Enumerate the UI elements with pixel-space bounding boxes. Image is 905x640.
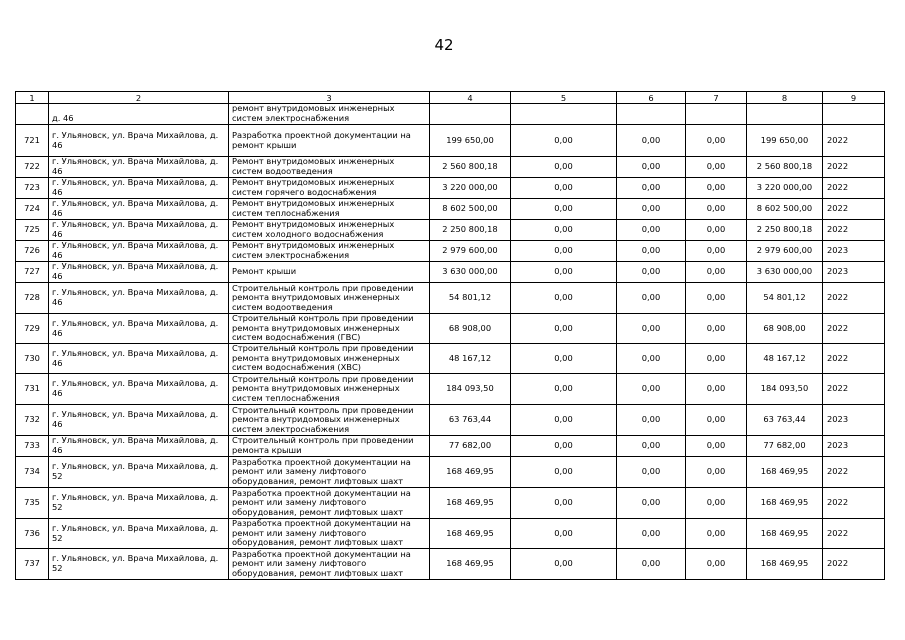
row-address: г. Ульяновск, ул. Врача Михайлова, д. 46 [49,283,229,314]
row-work: Разработка проектной документации на ремонт или замену лифтового оборудования, ремонт лифтовых шахт [229,519,430,549]
row-number: 722 [16,157,49,178]
row-work: Разработка проектной документации на ремонт или замену лифтового оборудования, ремонт лифтовых шахт [229,549,430,580]
row-col-6: 0,00 [617,374,686,405]
row-work: Ремонт внутридомовых инженерных систем теплоснабжения [229,199,430,220]
row-address: г. Ульяновск, ул. Врача Михайлова, д. 46 [49,125,229,157]
table-row [16,125,885,157]
row-address: г. Ульяновск, ул. Врача Михайлова, д. 52 [49,457,229,488]
page-number: 42 [434,36,454,54]
row-col-7: 0,00 [686,436,747,457]
row-number: 737 [16,549,49,580]
row-number: 736 [16,519,49,549]
row-year: 2022 [823,157,885,178]
row-total: 77 682,00 [430,436,511,457]
row-work: Ремонт внутридомовых инженерных систем холодного водоснабжения [229,220,430,241]
row-col-8: 54 801,12 [747,283,823,314]
row-col-8: 168 469,95 [747,457,823,488]
table-row [16,157,885,178]
row-col-7: 0,00 [686,157,747,178]
header-col-4: 4 [430,92,511,104]
header-col-8: 8 [747,92,823,104]
row-work: Строительный контроль при проведении ремонта внутридомовых инженерных систем электроснабжения [229,405,430,436]
table-row [16,374,885,405]
row-work: Ремонт крыши [229,262,430,283]
row-number: 735 [16,488,49,519]
row-address: г. Ульяновск, ул. Врача Михайлова, д. 46 [49,436,229,457]
row-address: г. Ульяновск, ул. Врача Михайлова, д. 52 [49,519,229,549]
row-total: 3 220 000,00 [430,178,511,199]
row-number: 727 [16,262,49,283]
row-number: 731 [16,374,49,405]
row-address: г. Ульяновск, ул. Врача Михайлова, д. 52 [49,549,229,580]
row-year: 2022 [823,457,885,488]
work-schedule-table [15,91,885,580]
row-col-7: 0,00 [686,178,747,199]
row-col-8: 2 250 800,18 [747,220,823,241]
row-work: Строительный контроль при проведении ремонта внутридомовых инженерных систем водоснабжения (ГВС) [229,314,430,344]
row-year: 2022 [823,549,885,580]
row-address: г. Ульяновск, ул. Врача Михайлова, д. 46 [49,314,229,344]
row-col-8: 48 167,12 [747,344,823,374]
row-total: 8 602 500,00 [430,199,511,220]
row-work: Строительный контроль при проведении ремонта крыши [229,436,430,457]
row-year: 2023 [823,436,885,457]
header-col-7: 7 [686,92,747,104]
row-col-8: 3 630 000,00 [747,262,823,283]
row-year: 2022 [823,314,885,344]
header-col-3: 3 [229,92,430,104]
row-col-8: 168 469,95 [747,549,823,580]
row-col-7: 0,00 [686,405,747,436]
table-row [16,283,885,314]
row-number: 732 [16,405,49,436]
row-col-5: 0,00 [511,344,617,374]
header-col-2: 2 [49,92,229,104]
row-col-6: 0,00 [617,157,686,178]
row-year: 2022 [823,519,885,549]
row-col-8: 68 908,00 [747,314,823,344]
row-address: г. Ульяновск, ул. Врача Михайлова, д. 46 [49,344,229,374]
table-row [16,262,885,283]
row-col-6: 0,00 [617,262,686,283]
row-address: г. Ульяновск, ул. Врача Михайлова, д. 46 [49,405,229,436]
row-col-5: 0,00 [511,157,617,178]
row-col-5: 0,00 [511,436,617,457]
header-col-5: 5 [511,92,617,104]
row-number: 724 [16,199,49,220]
table-row [16,241,885,262]
row-total: 184 093,50 [430,374,511,405]
row-total: 199 650,00 [430,125,511,157]
row-col-8: 2 979 600,00 [747,241,823,262]
row-col-7: 0,00 [686,374,747,405]
row-col-5: 0,00 [511,283,617,314]
row-work: Разработка проектной документации на ремонт или замену лифтового оборудования, ремонт лифтовых шахт [229,488,430,519]
row-col-5: 0,00 [511,199,617,220]
row-number: 730 [16,344,49,374]
row-col-7: 0,00 [686,220,747,241]
row-col-6: 0,00 [617,199,686,220]
row-year: 2023 [823,262,885,283]
row-total: 54 801,12 [430,283,511,314]
row-col-5: 0,00 [511,457,617,488]
row-col-6: 0,00 [617,519,686,549]
row-col-8: 184 093,50 [747,374,823,405]
row-col-6: 0,00 [617,549,686,580]
table-row [16,436,885,457]
header-col-1: 1 [16,92,49,104]
header-row [16,92,885,104]
row-total: 48 167,12 [430,344,511,374]
row-col-5: 0,00 [511,374,617,405]
row-col-7: 0,00 [686,519,747,549]
table-row [16,199,885,220]
table-row [16,519,885,549]
table-row [16,488,885,519]
row-col-5: 0,00 [511,241,617,262]
row-year: 2022 [823,488,885,519]
row-year: 2022 [823,125,885,157]
header-col-6: 6 [617,92,686,104]
row-col-8: 77 682,00 [747,436,823,457]
row-address: г. Ульяновск, ул. Врача Михайлова, д. 46 [49,241,229,262]
row-address: г. Ульяновск, ул. Врача Михайлова, д. 46 [49,220,229,241]
row-year: 2023 [823,241,885,262]
row-work: Строительный контроль при проведении ремонта внутридомовых инженерных систем теплоснабжения [229,374,430,405]
row-year: 2022 [823,220,885,241]
row-number: 726 [16,241,49,262]
row-year: 2022 [823,178,885,199]
row-address: г. Ульяновск, ул. Врача Михайлова, д. 46 [49,262,229,283]
row-col-7: 0,00 [686,314,747,344]
row-address: г. Ульяновск, ул. Врача Михайлова, д. 46 [49,157,229,178]
row-number: 725 [16,220,49,241]
row-address: г. Ульяновск, ул. Врача Михайлова, д. 52 [49,488,229,519]
row-year: 2022 [823,344,885,374]
row-col-6: 0,00 [617,314,686,344]
row-col-8: 199 650,00 [747,125,823,157]
row-col-7: 0,00 [686,344,747,374]
row-address: г. Ульяновск, ул. Врача Михайлова, д. 46 [49,374,229,405]
row-col-6: 0,00 [617,405,686,436]
row-col-5: 0,00 [511,488,617,519]
row-col-5: 0,00 [511,314,617,344]
continued-row [16,104,885,125]
row-col-6: 0,00 [617,436,686,457]
row-number: 733 [16,436,49,457]
row-col-7: 0,00 [686,199,747,220]
continued-work: ремонт внутридомовых инженерных систем электроснабжения [229,104,430,125]
row-col-6: 0,00 [617,488,686,519]
row-col-7: 0,00 [686,283,747,314]
row-number: 723 [16,178,49,199]
table-row [16,405,885,436]
row-year: 2022 [823,374,885,405]
row-work: Разработка проектной документации на ремонт крыши [229,125,430,157]
row-work: Ремонт внутридомовых инженерных систем электроснабжения [229,241,430,262]
row-year: 2022 [823,199,885,220]
row-total: 2 250 800,18 [430,220,511,241]
row-total: 68 908,00 [430,314,511,344]
row-number: 721 [16,125,49,157]
row-col-7: 0,00 [686,488,747,519]
row-col-5: 0,00 [511,405,617,436]
row-address: г. Ульяновск, ул. Врача Михайлова, д. 46 [49,199,229,220]
table-row [16,549,885,580]
row-work: Ремонт внутридомовых инженерных систем горячего водоснабжения [229,178,430,199]
row-col-5: 0,00 [511,549,617,580]
row-col-6: 0,00 [617,283,686,314]
row-total: 2 979 600,00 [430,241,511,262]
row-col-8: 168 469,95 [747,488,823,519]
row-number: 728 [16,283,49,314]
row-total: 2 560 800,18 [430,157,511,178]
row-col-7: 0,00 [686,262,747,283]
row-col-6: 0,00 [617,344,686,374]
row-col-8: 2 560 800,18 [747,157,823,178]
header-col-9: 9 [823,92,885,104]
row-number: 734 [16,457,49,488]
row-col-7: 0,00 [686,549,747,580]
row-col-5: 0,00 [511,125,617,157]
row-address: г. Ульяновск, ул. Врача Михайлова, д. 46 [49,178,229,199]
row-total: 3 630 000,00 [430,262,511,283]
row-col-7: 0,00 [686,241,747,262]
row-col-5: 0,00 [511,519,617,549]
row-year: 2022 [823,283,885,314]
table-row [16,457,885,488]
row-col-5: 0,00 [511,262,617,283]
table-row [16,344,885,374]
table-row [16,178,885,199]
table-row [16,220,885,241]
row-total: 168 469,95 [430,549,511,580]
row-col-8: 63 763,44 [747,405,823,436]
row-total: 63 763,44 [430,405,511,436]
row-work: Строительный контроль при проведении ремонта внутридомовых инженерных систем водоотведения [229,283,430,314]
row-work: Строительный контроль при проведении ремонта внутридомовых инженерных систем водоснабжения (ХВС) [229,344,430,374]
row-col-8: 168 469,95 [747,519,823,549]
continued-address: д. 46 [49,104,229,125]
row-col-7: 0,00 [686,125,747,157]
row-col-8: 8 602 500,00 [747,199,823,220]
row-number: 729 [16,314,49,344]
row-col-7: 0,00 [686,457,747,488]
table-row [16,314,885,344]
row-col-6: 0,00 [617,125,686,157]
row-work: Ремонт внутридомовых инженерных систем водоотведения [229,157,430,178]
continued-no [16,104,49,125]
row-work: Разработка проектной документации на ремонт или замену лифтового оборудования, ремонт лифтовых шахт [229,457,430,488]
row-col-6: 0,00 [617,220,686,241]
row-total: 168 469,95 [430,457,511,488]
row-col-6: 0,00 [617,178,686,199]
row-col-5: 0,00 [511,178,617,199]
row-total: 168 469,95 [430,519,511,549]
row-col-6: 0,00 [617,241,686,262]
row-year: 2023 [823,405,885,436]
row-col-6: 0,00 [617,457,686,488]
row-col-5: 0,00 [511,220,617,241]
row-col-8: 3 220 000,00 [747,178,823,199]
row-total: 168 469,95 [430,488,511,519]
